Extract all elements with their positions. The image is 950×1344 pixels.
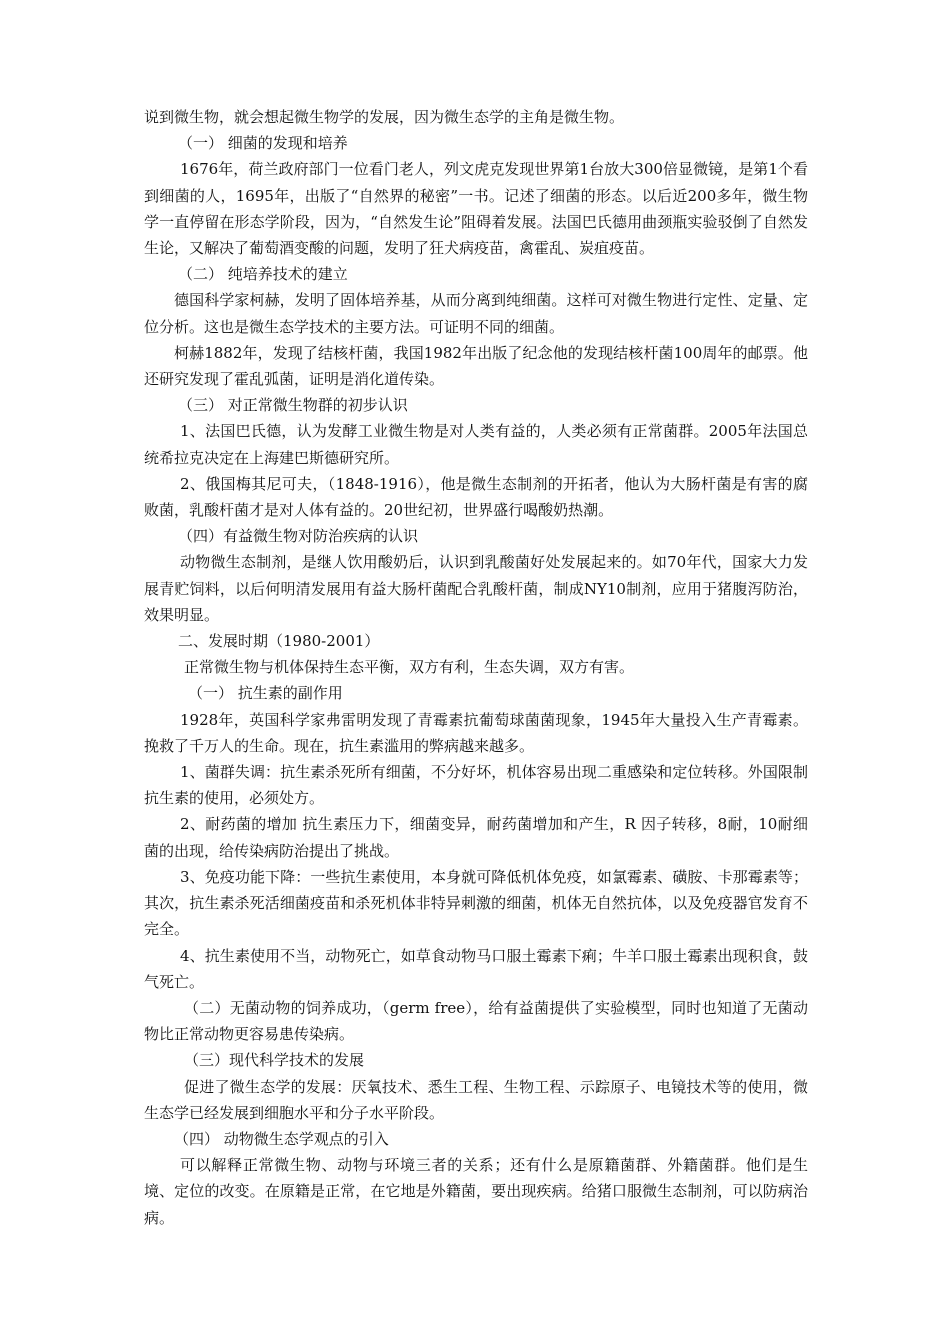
section-heading-pure-culture: （二） 纯培养技术的建立 bbox=[178, 265, 348, 284]
section-heading-development-period: 二、发展时期（1980-2001） bbox=[178, 632, 380, 651]
paragraph-koch-tuberculosis: 柯赫1882年，发现了结核杆菌，我国1982年出版了纪念他的发现结核杆菌100周年的邮票。他还研究发现了霍乱弧菌，证明是消化道传染。 bbox=[144, 343, 808, 389]
paragraph-animal-microecology: 可以解释正常微生物、动物与环境三者的关系；还有什么是原籍菌群、外籍菌群。他们是生境、定位的改变。在原籍是正常，在它地是外籍菌，要出现疾病。给猪口服微生态制剂，可以防病治病。 bbox=[144, 1156, 808, 1227]
paragraph-misuse: 4、抗生素使用不当，动物死亡，如草食动物马口服土霉素下痢；牛羊口服土霉素出现积食，鼓气死亡。 bbox=[144, 946, 808, 991]
paragraph-metchnikoff: 2、俄国梅其尼可夫，（1848-1916），他是微生态制剂的开拓者，他认为大肠杆菌是有害的腐败菌，乳酸杆菌才是对人体有益的。20世纪初，世界盛行喝酸奶热潮。 bbox=[144, 474, 808, 520]
paragraph-resistance: 2、耐药菌的增加 抗生素压力下，细菌变异，耐药菌增加和产生，R 因子转移，8耐，10耐细菌的出现，给传染病防治提出了挑战。 bbox=[144, 815, 808, 860]
paragraph-ecological-balance: 正常微生物与机体保持生态平衡，双方有利，生态失调，双方有害。 bbox=[184, 658, 635, 677]
paragraph-technology: 促进了微生态学的发展：厌氧技术、悉生工程、生物工程、示踪原子、电镜技术等的使用，微生态学已经发展到细胞水平和分子水平阶段。 bbox=[144, 1077, 808, 1122]
paragraph-koch-solid-medium: 德国科学家柯赫，发明了固体培养基，从而分离到纯细菌。这样可对微生物进行定性、定量、定位分析。这也是微生态学技术的主要方法。可证明不同的细菌。 bbox=[144, 291, 808, 336]
paragraph-penicillin: 1928年，英国科学家弗雷明发现了青霉素抗葡萄球菌菌现象，1945年大量投入生产青霉素。挽救了千万人的生命。现在，抗生素滥用的弊病越来越多。 bbox=[144, 710, 808, 755]
section-heading-modern-technology: （三）现代科学技术的发展 bbox=[184, 1051, 365, 1070]
section-heading-beneficial-microbes: （四）有益微生物对防治疾病的认识 bbox=[178, 527, 419, 546]
paragraph-leeuwenhoek: 1676年，荷兰政府部门一位看门老人，列文虎克发现世界第1台放大300倍显微镜，是第1个看到细菌的人，1695年，出版了“自然界的秘密”一书。记述了细菌的形态。以后近200多年，微生物学一直停留在形态学阶段，因为，“自然发生论”阻碍着发展。法国巴氏德用曲颈瓶实验驳倒了自然发生论，又解决了葡萄酒变酸的问题，发明了狂犬病疫苗，禽霍乱、炭疽疫苗。 bbox=[144, 160, 808, 258]
section-heading-antibiotic-side-effects: （一） 抗生素的副作用 bbox=[188, 684, 343, 703]
document-page bbox=[144, 104, 808, 1231]
section-heading-normal-flora: （三） 对正常微生物群的初步认识 bbox=[178, 396, 408, 415]
intro-paragraph: 说到微生物，就会想起微生物学的发展，因为微生态学的主角是微生物。 bbox=[144, 108, 625, 126]
paragraph-dysbiosis: 1、菌群失调：抗生素杀死所有细菌，不分好坏，机体容易出现二重感染和定位转移。外国限制抗生素的使用，必须处方。 bbox=[144, 763, 808, 808]
section-heading-animal-microecology: （四） 动物微生态学观点的引入 bbox=[174, 1129, 389, 1148]
paragraph-germ-free: （二）无菌动物的饲养成功，（germ free），给有益菌提供了实验模型，同时也知道了无菌动物比正常动物更容易患传染病。 bbox=[144, 998, 808, 1044]
section-heading-bacteria-discovery: （一） 细菌的发现和培养 bbox=[178, 134, 348, 153]
paragraph-immunity: 3、免疫功能下降：一些抗生素使用，本身就可降低机体免疫，如氯霉素、磺胺、卡那霉素等；其次，抗生素杀死活细菌疫苗和杀死机体非特异刺激的细菌，机体无自然抗体，以及免疫器官发育不完全。 bbox=[144, 867, 808, 939]
paragraph-probiotics: 动物微生态制剂，是继人饮用酸奶后，认识到乳酸菌好处发展起来的。如70年代，国家大力发展青贮饲料，以后何明清发展用有益大肠杆菌配合乳酸杆菌，制成NY10制剂，应用于猪腹泻防治，效果明显。 bbox=[144, 553, 808, 624]
paragraph-pasteur: 1、法国巴氏德，认为发酵工业微生物是对人类有益的，人类必须有正常菌群。2005年法国总统希拉克决定在上海建巴斯德研究所。 bbox=[144, 422, 808, 467]
